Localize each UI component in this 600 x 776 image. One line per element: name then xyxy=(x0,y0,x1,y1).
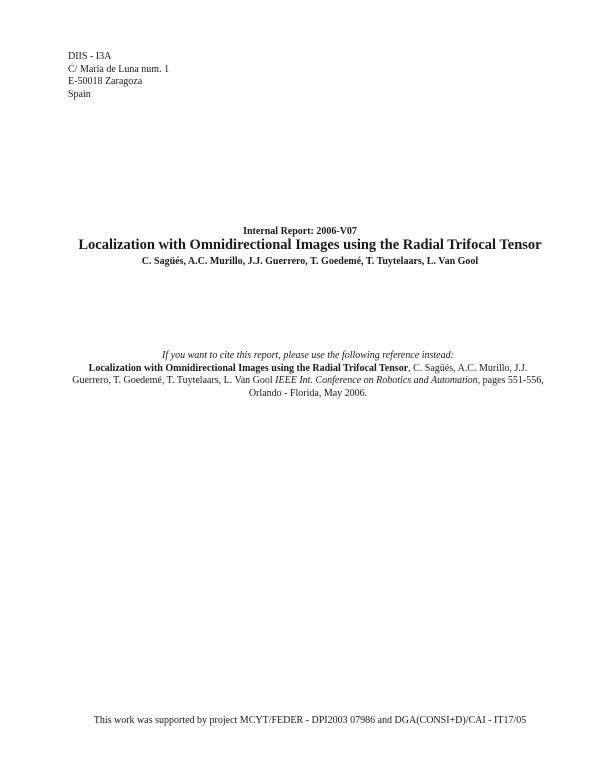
report-authors: C. Sagüés, A.C. Murillo, J.J. Guerrero, T. Goedemé, T. Tuytelaars, L. Van Gool xyxy=(141,256,479,267)
report-title: Localization with Omnidirectional Images using the Radial Trifocal Tensor xyxy=(78,237,542,253)
address-line: E-50018 Zaragoza xyxy=(68,76,143,88)
address-line: DIIS - I3A xyxy=(68,51,112,62)
citation-intro: If you want to cite this report, please use the following reference instead: xyxy=(162,350,454,361)
citation-authors: , C. Sagüés, A.C. Murillo, J.J. Guerrero, T. Goedemé, T. Tuytelaars, L. Van Gool xyxy=(72,362,528,387)
address-line: Spain xyxy=(68,88,91,100)
institution-address xyxy=(68,51,169,101)
funding-footer: This work was supported by project MCYT/FEDER - DPI2003 07986 and DGA(CONSI+D)/CAI - IT17/05 xyxy=(93,715,527,726)
citation-block xyxy=(70,350,546,400)
citation-title: Localization with Omnidirectional Images using the Radial Trifocal Tensor xyxy=(88,362,409,374)
address-line: C/ María de Luna num. 1 xyxy=(68,63,170,75)
report-number: Internal Report: 2006-V07 xyxy=(243,226,357,237)
citation-details: , pages 551-556, Orlando - Florida, May 2006. xyxy=(248,375,544,399)
citation-venue: IEEE Int. Conference on Robotics and Automation xyxy=(275,375,478,387)
